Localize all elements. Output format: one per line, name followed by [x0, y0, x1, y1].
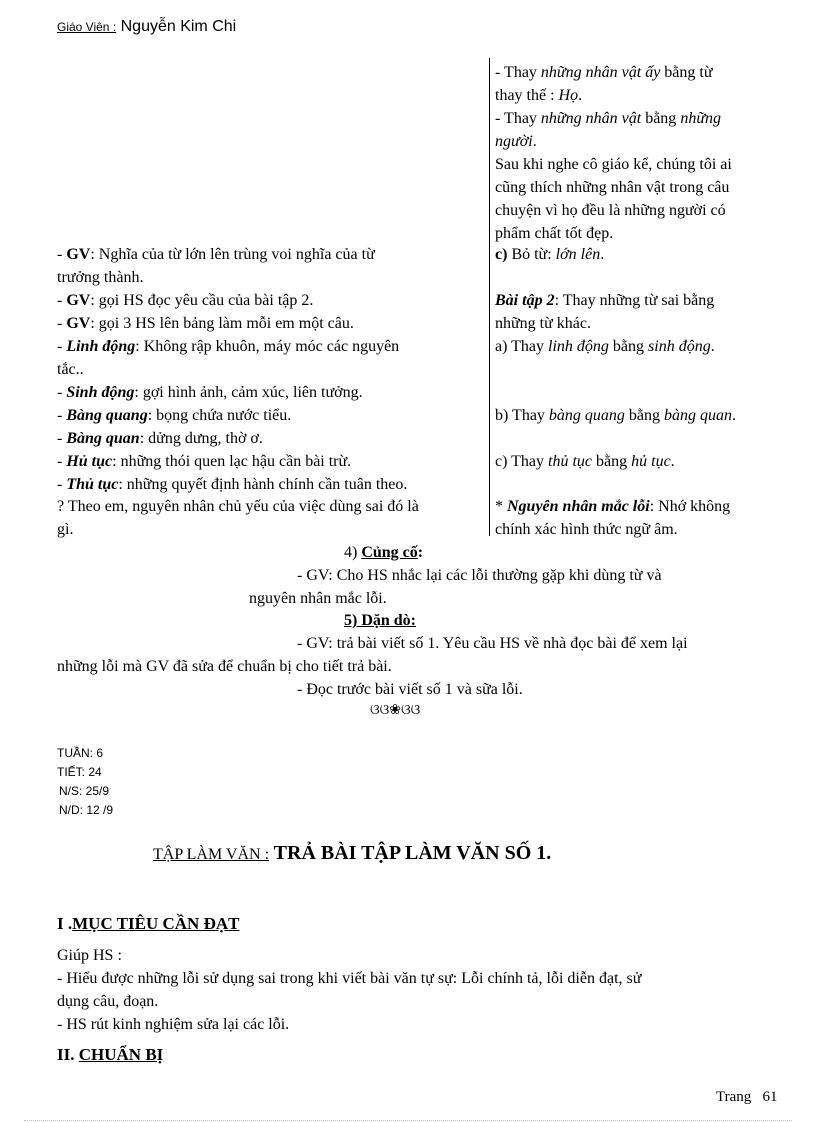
objectives-heading: I .MỤC TIÊU CẦN ĐẠT: [57, 914, 240, 933]
period-label: TIẾT: 24: [57, 765, 102, 779]
objectives-bullet: - HS rút kinh nghiệm sửa lại các lỗi.: [57, 1016, 290, 1033]
left-line: trưởng thành.: [57, 269, 144, 286]
homework-line: - GV: trả bài viết số 1. Yêu cầu HS về nhà đọc bài để xem lại: [297, 635, 688, 652]
preparation-heading: II. CHUẨN BỊ: [57, 1045, 164, 1064]
left-line: - GV: gọi 3 HS lên bảng làm mỗi em một câu.: [57, 315, 354, 332]
left-line: - GV: gọi HS đọc yêu cầu của bài tập 2.: [57, 292, 314, 309]
lesson-title: [153, 842, 551, 865]
right-line: b) Thay bàng quang bằng bàng quan.: [495, 407, 737, 424]
left-line: - Linh động: Không rập khuôn, máy móc các nguyên: [57, 338, 400, 355]
page-number: Trang 61: [716, 1089, 778, 1105]
right-line: c) Bỏ từ: lớn lên.: [495, 246, 605, 263]
objectives-bullet: - Hiểu được những lỗi sử dụng sai trong khi viết bài văn tự sự: Lỗi chính tả, lỗi diễn đạt, sử: [57, 970, 642, 987]
ns-date: N/S: 25/9: [59, 784, 110, 798]
homework-line: những lỗi mà GV đã sửa để chuẩn bị cho tiết trả bài.: [57, 658, 392, 675]
left-line: - Thủ tục: những quyết định hành chính cần tuân theo.: [57, 476, 408, 493]
ornament-divider: ଓଓ❀ଓଓ: [370, 702, 421, 718]
homework-line: - Đọc trước bài viết số 1 và sữa lỗi.: [297, 681, 523, 698]
right-line: chính xác hình thức ngữ âm.: [495, 521, 678, 538]
left-line: ? Theo em, nguyên nhân chủ yếu của việc dùng sai đó là: [57, 498, 419, 515]
title-main: TRẢ BÀI TẬP LÀM VĂN SỐ 1.: [269, 842, 552, 864]
week-label: TUẦN: 6: [57, 746, 104, 760]
homework-heading: 5) Dặn dò:: [344, 612, 417, 629]
consolidate-line: nguyên nhân mắc lỗi.: [249, 590, 387, 607]
right-line: Sau khi nghe cô giáo kể, chúng tôi ai: [495, 156, 732, 173]
right-line: thay thế : Họ.: [495, 87, 583, 104]
left-line: tắc..: [57, 361, 84, 378]
left-line: gì.: [57, 521, 74, 538]
right-line: phẩm chất tốt đẹp.: [495, 225, 614, 242]
left-line: - Bàng quan: dửng dưng, thờ ơ.: [57, 430, 263, 447]
right-line: cũng thích những nhân vật trong câu: [495, 179, 730, 196]
right-line: Bài tập 2: Thay những từ sai bằng: [495, 292, 715, 309]
teacher-name: Nguyễn Kim Chi: [120, 18, 237, 35]
right-line: a) Thay linh động bằng sinh động.: [495, 338, 715, 355]
consolidate-heading: 4) Củng cố:: [344, 544, 424, 561]
objectives-bullet-cont: dụng câu, đoạn.: [57, 993, 159, 1010]
teacher-header: [57, 18, 236, 36]
column-divider: [489, 58, 490, 536]
left-line: - Hủ tục: những thói quen lạc hậu cần bài trừ.: [57, 453, 352, 470]
teacher-label: Giáo Viên :: [57, 20, 117, 34]
right-line: - Thay những nhân vật bằng những: [495, 110, 722, 127]
left-line: - GV: Nghĩa của từ lớn lên trùng voi nghĩa của từ: [57, 246, 375, 263]
objectives-intro: Giúp HS :: [57, 947, 122, 964]
left-line: - Sinh động: gợi hình ảnh, cảm xúc, liên tưởng.: [57, 384, 363, 401]
right-line: chuyện vì họ đều là những người có: [495, 202, 726, 219]
consolidate-line: - GV: Cho HS nhắc lại các lỗi thường gặp khi dùng từ và: [297, 567, 662, 584]
right-line: c) Thay thủ tục bằng hủ tục.: [495, 453, 675, 470]
right-line: * Nguyên nhân mắc lỗi: Nhớ không: [495, 498, 731, 515]
left-line: - Bàng quang: bọng chứa nước tiểu.: [57, 407, 292, 424]
right-line: người.: [495, 133, 537, 150]
title-prefix: TẬP LÀM VĂN :: [153, 846, 270, 863]
right-line: - Thay những nhân vật ấy bằng từ: [495, 64, 713, 81]
right-line: những từ khác.: [495, 315, 591, 332]
footer-rule: [24, 1120, 792, 1121]
nd-date: N/D: 12 /9: [59, 803, 114, 817]
